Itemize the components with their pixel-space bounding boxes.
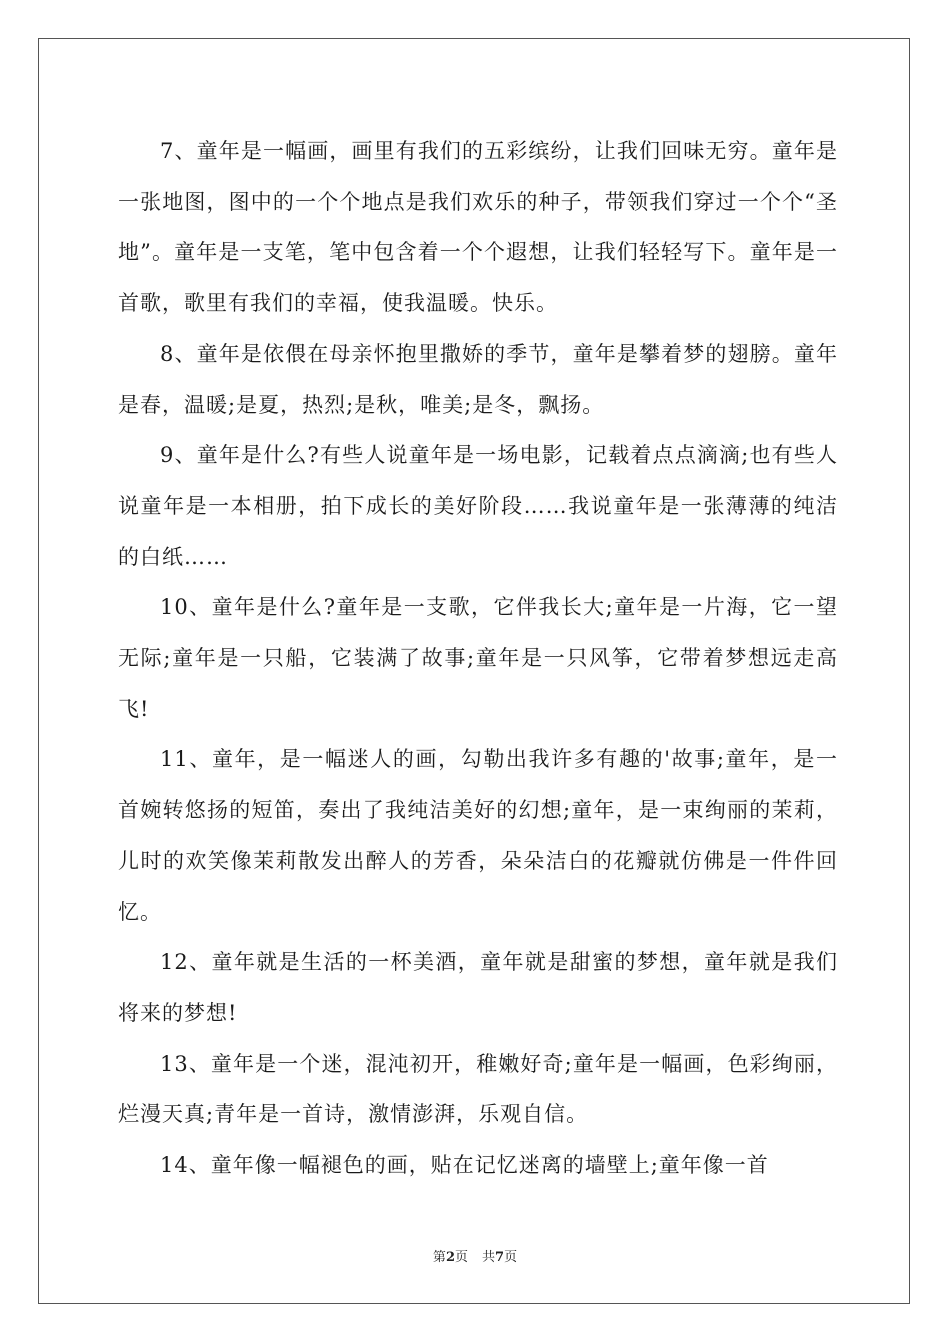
paragraph-9: 9、童年是什么?有些人说童年是一场电影，记载着点点滴滴;也有些人说童年是一本相册，拍下成长的美好阶段……我说童年是一张薄薄的纯洁的白纸…… bbox=[118, 443, 838, 569]
paragraph-8: 8、童年是依偎在母亲怀抱里撒娇的季节，童年是攀着梦的翅膀。童年是春，温暖;是夏，热烈;是秋，唯美;是冬，飘扬。 bbox=[118, 341, 838, 417]
footer-total-prefix: 共 bbox=[482, 1250, 496, 1265]
paragraph-7: 7、童年是一幅画，画里有我们的五彩缤纷，让我们回味无穷。童年是一张地图，图中的一个个地点是我们欢乐的种子，带领我们穿过一个个“圣地”。童年是一支笔，笔中包含着一个个遐想，让我们轻轻写下。童年是一首歌，歌里有我们的幸福，使我温暖。快乐。 bbox=[118, 139, 838, 316]
paragraph-10: 10、童年是什么?童年是一支歌，它伴我长大;童年是一片海，它一望无际;童年是一只船，它装满了故事;童年是一只风筝，它带着梦想远走高飞! bbox=[118, 595, 838, 721]
footer-total-suffix: 页 bbox=[504, 1250, 518, 1265]
footer-page-suffix: 页 bbox=[454, 1250, 468, 1265]
paragraph-13: 13、童年是一个迷，混沌初开，稚嫩好奇;童年是一幅画，色彩绚丽，烂漫天真;青年是一首诗，激情澎湃，乐观自信。 bbox=[118, 1051, 838, 1127]
document-body bbox=[118, 126, 838, 1191]
current-page-number: 2 bbox=[445, 1250, 455, 1265]
total-pages-number: 7 bbox=[495, 1250, 505, 1265]
paragraph-11: 11、童年，是一幅迷人的画，勾勒出我许多有趣的'故事;童年，是一首婉转悠扬的短笛，奏出了我纯洁美好的幻想;童年，是一束绚丽的茉莉，儿时的欢笑像茉莉散发出醉人的芳香，朵朵洁白的花瓣就仿佛是一件件回忆。 bbox=[118, 747, 838, 924]
paragraph-14: 14、童年像一幅褪色的画，贴在记忆迷离的墙壁上;童年像一首 bbox=[160, 1153, 769, 1178]
paragraph-12: 12、童年就是生活的一杯美酒，童年就是甜蜜的梦想，童年就是我们将来的梦想! bbox=[118, 950, 838, 1025]
footer-prefix: 第 bbox=[432, 1250, 446, 1265]
page-footer bbox=[0, 1246, 950, 1265]
